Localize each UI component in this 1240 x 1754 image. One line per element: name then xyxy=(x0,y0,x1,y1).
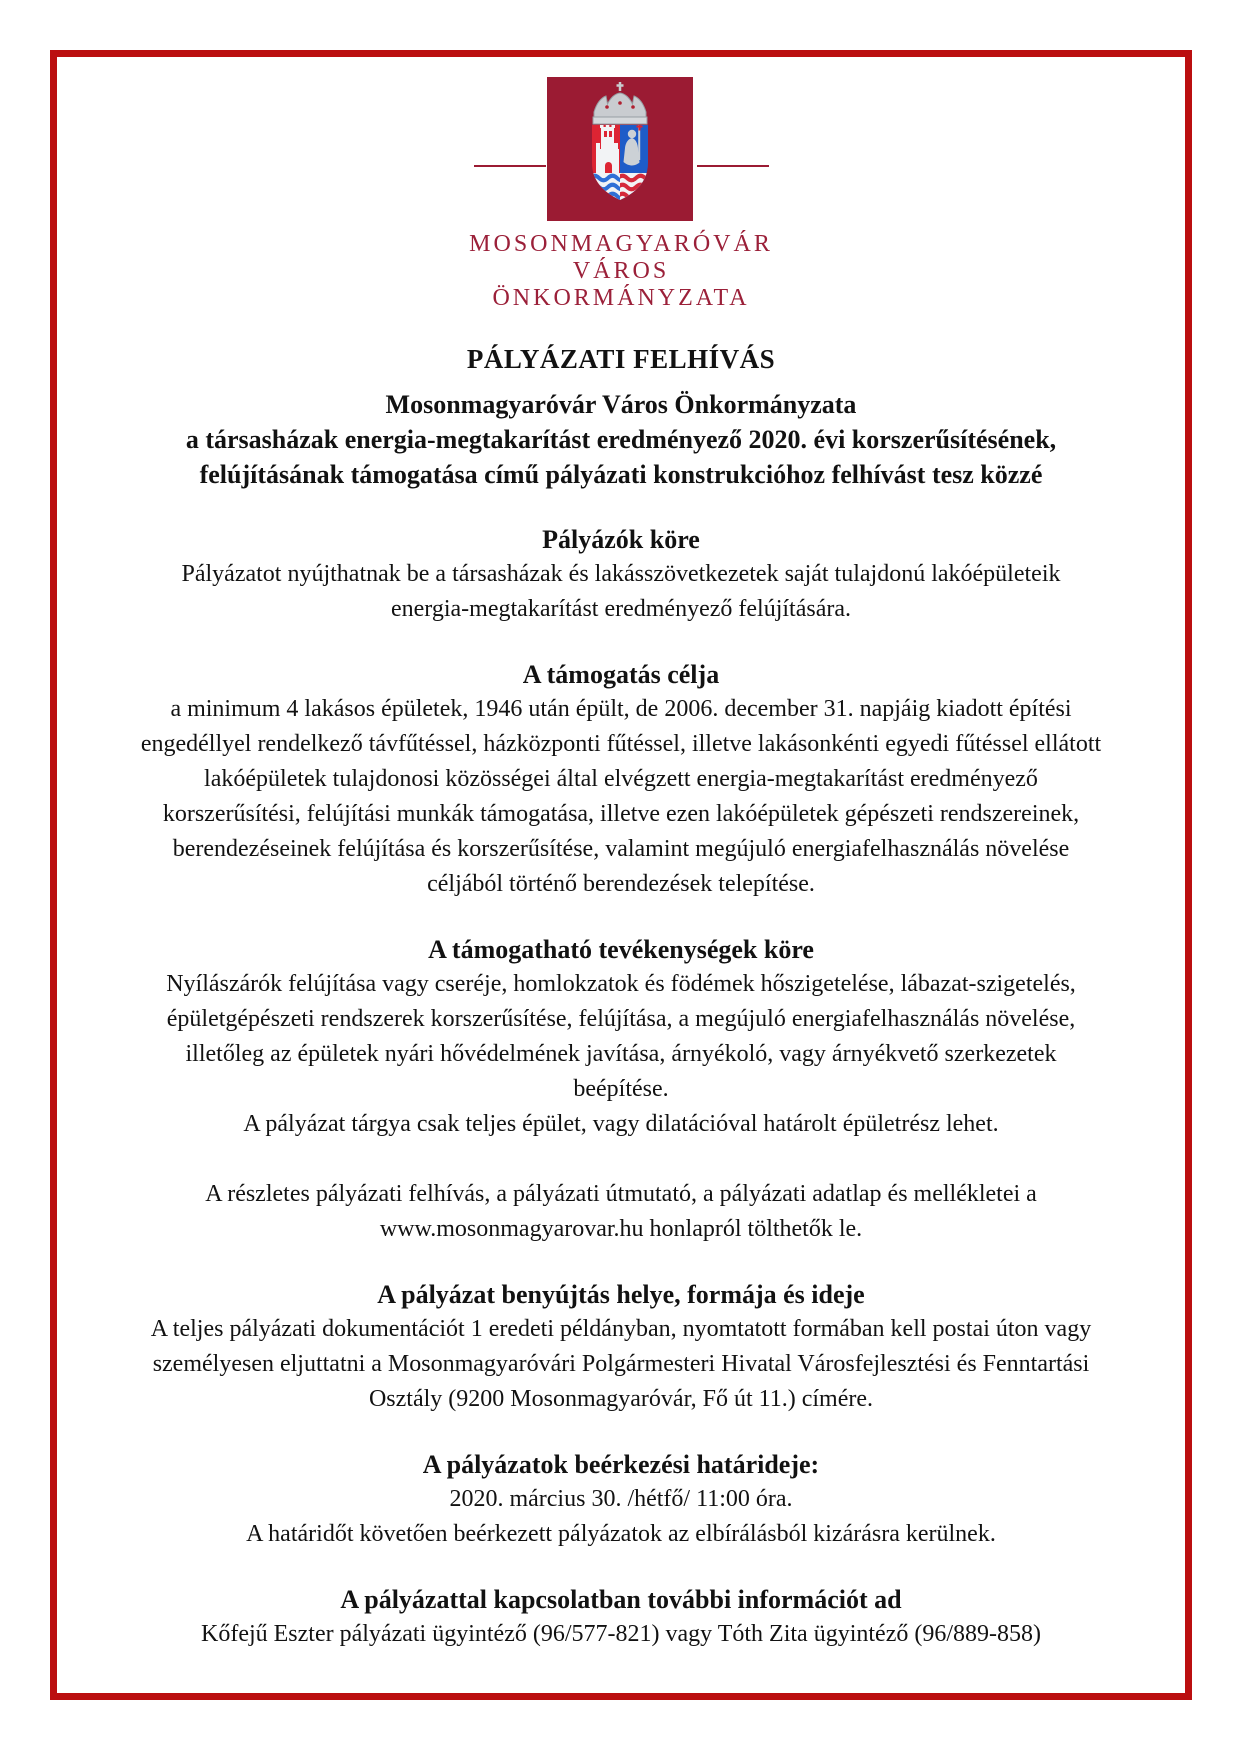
body-line: energia-megtakarítást eredményező felújítására. xyxy=(391,596,851,622)
logo-org-name-line: ÖNKORMÁNYZATA xyxy=(492,285,750,311)
logo-row xyxy=(57,77,1185,221)
section-heading: Pályázók köre xyxy=(542,525,700,554)
intro-line: felújításának támogatása című pályázati konstrukcióhoz felhívást tesz közzé xyxy=(199,460,1043,489)
body-line: épületgépészeti rendszerek korszerűsítése, felújítása, a megújuló energiafelhasználás növelése, xyxy=(166,1006,1076,1032)
body-line: 2020. március 30. /hétfő/ 11:00 óra. xyxy=(449,1486,793,1512)
page-content xyxy=(57,57,1185,1652)
body-line: A határidőt követően beérkezett pályázatok az elbírálásból kizárásra kerülnek. xyxy=(246,1521,996,1547)
body-line: lakóépületek tulajdonosi közösségei által elvégzett energia-megtakarítást eredményező xyxy=(204,766,1038,792)
document-title: PÁLYÁZATI FELHÍVÁS xyxy=(466,344,776,374)
body-line: A részletes pályázati felhívás, a pályázati útmutató, a pályázati adatlap és mellékletei a xyxy=(205,1181,1037,1207)
section-submission xyxy=(57,1277,1185,1417)
body-line: Pályázatot nyújthatnak be a társasházak és lakásszövetkezetek saját tulajdonú lakóépületeik xyxy=(181,561,1061,587)
body-line: berendezéseinek felújítása és korszerűsítése, valamint megújuló energiafelhasználás növelése xyxy=(172,836,1070,862)
body-line: Osztály (9200 Mosonmagyaróvár, Fő út 11.) címére. xyxy=(368,1386,874,1412)
section-support-goal xyxy=(57,657,1185,902)
intro-line: a társasházak energia-megtakarítást eredményező 2020. évi korszerűsítésének, xyxy=(185,425,1057,454)
section-heading: A támogatható tevékenységek köre xyxy=(428,935,814,964)
section-eligible-activities xyxy=(57,932,1185,1142)
section-heading: A pályázat benyújtás helye, formája és ideje xyxy=(377,1280,865,1309)
body-line: illetőleg az épületek nyári hővédelmének javítása, árnyékoló, vagy árnyékvető szerkezetek xyxy=(185,1041,1057,1067)
section-heading: A pályázattal kapcsolatban további információt ad xyxy=(340,1585,902,1614)
body-line-with-url: www.mosonmagyarovar.hu honlapról tölthetők le. xyxy=(379,1216,863,1242)
section-contact xyxy=(57,1582,1185,1652)
body-line: céljából történő berendezések telepítése. xyxy=(427,871,815,897)
logo-left-rule xyxy=(474,165,546,167)
section-deadline xyxy=(57,1447,1185,1552)
logo-org-name-line: MOSONMAGYARÓVÁR xyxy=(469,231,773,257)
section-heading: A pályázatok beérkezési határideje: xyxy=(422,1450,820,1479)
section-heading: A támogatás célja xyxy=(522,660,720,689)
body-line: személyesen eljuttatni a Mosonmagyaróvári Polgármesteri Hivatal Városfejlesztési és Fenntartási xyxy=(152,1351,1090,1377)
body-line: Kőfejű Eszter pályázati ügyintéző (96/577-821) vagy Tóth Zita ügyintéző (96/889-858) xyxy=(201,1621,1041,1647)
body-line: beépítése. xyxy=(573,1076,669,1102)
logo-org-name xyxy=(57,231,1185,312)
logo-right-rule xyxy=(697,165,769,167)
body-line: A pályázat tárgya csak teljes épület, vagy dilatációval határolt épületrész lehet. xyxy=(243,1111,999,1137)
intro-line: Mosonmagyaróvár Város Önkormányzata xyxy=(385,390,857,419)
section-applicants xyxy=(57,522,1185,627)
body-line: engedéllyel rendelkező távfűtéssel, házközponti fűtéssel, illetve lakásonkénti egyedi fűtéssel ellátott xyxy=(140,731,1102,757)
body-line: Nyílászárók felújítása vagy cseréje, homlokzatok és födémek hőszigetelése, lábazat-szigetelés, xyxy=(166,971,1076,997)
intro-paragraph xyxy=(57,387,1185,492)
section-download-info xyxy=(57,1177,1185,1247)
body-line: korszerűsítési, felújítási munkák támogatása, illetve ezen lakóépületek gépészeti rendszereinek, xyxy=(162,801,1080,827)
logo-org-name-line: VÁROS xyxy=(572,258,670,284)
body-line: a minimum 4 lakásos épületek, 1946 után épült, de 2006. december 31. napjáig kiadott építési xyxy=(170,696,1072,722)
coat-of-arms-icon xyxy=(547,77,693,221)
municipality-logo xyxy=(57,77,1185,312)
page-border xyxy=(50,50,1192,1700)
body-line: A teljes pályázati dokumentációt 1 eredeti példányban, nyomtatott formában kell postai úton vagy xyxy=(150,1316,1092,1342)
